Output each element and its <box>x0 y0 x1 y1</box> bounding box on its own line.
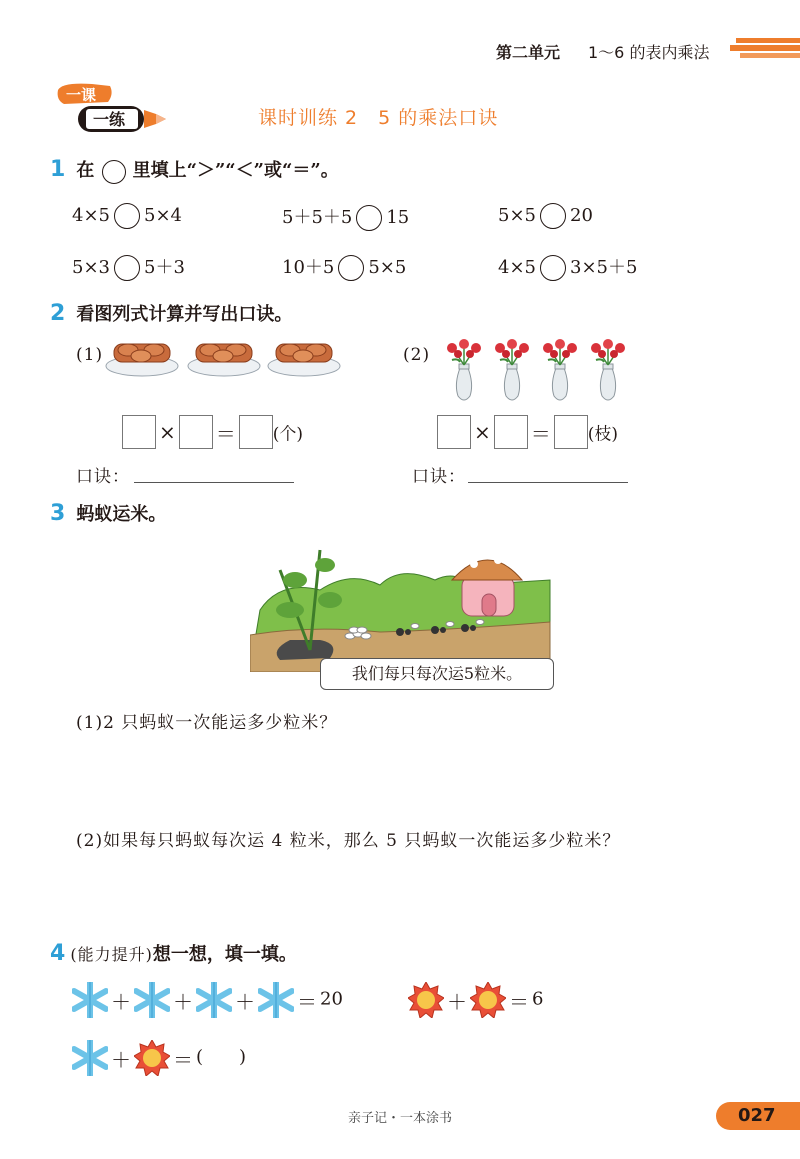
unit-subject: 1～6 的表内乘法 <box>588 43 710 62</box>
times-sign: × <box>474 420 491 444</box>
expr-right: 15 <box>386 207 410 228</box>
unit-label: (枝) <box>587 424 619 445</box>
ant-scene-illustration <box>250 540 552 672</box>
question-4-header <box>50 940 297 966</box>
equals-sign: ＝ <box>509 989 529 1014</box>
compare-circle-example <box>102 160 126 184</box>
answer-box[interactable] <box>239 415 273 449</box>
page-number: 027 <box>738 1105 776 1126</box>
svg-text:一课: 一课 <box>66 86 97 104</box>
question-text: 蚂蚁运米。 <box>76 504 167 525</box>
compare-circle[interactable] <box>114 203 140 229</box>
question-number: 1 <box>50 157 66 182</box>
ability-tag: (能力提升) <box>70 945 153 964</box>
sun-icon <box>408 982 444 1018</box>
compare-item <box>498 203 593 229</box>
compare-item <box>282 253 406 281</box>
koujue-label: 口诀： <box>412 467 466 487</box>
plus-sign: ＋ <box>235 989 255 1014</box>
snowflake-icon <box>258 982 294 1018</box>
plus-sign: ＋ <box>173 989 193 1014</box>
yike-yilian-logo <box>52 80 182 135</box>
expr-right: 20 <box>570 205 593 226</box>
equals-sign: ＝ <box>215 421 236 446</box>
sub-question-1: (1)2 只蚂蚁一次能运多少粒米？ <box>76 713 338 733</box>
equals-sign: ＝ <box>173 1047 193 1072</box>
question-text-b: 里填上“＞”“＜”或“＝”。 <box>132 160 339 181</box>
answer-box[interactable] <box>179 415 213 449</box>
answer-box[interactable] <box>554 415 588 449</box>
koujue-answer-line[interactable] <box>134 482 294 483</box>
equation-3 <box>72 1040 246 1076</box>
answer-box[interactable] <box>437 415 471 449</box>
sun-icon <box>134 1040 170 1076</box>
compare-item <box>72 203 182 229</box>
equals-sign: ＝ <box>530 421 551 446</box>
expr-left: 10＋5 <box>282 257 335 278</box>
header-stripes-decoration <box>730 36 800 60</box>
plus-sign: ＋ <box>111 1047 131 1072</box>
sun-icon <box>470 982 506 1018</box>
snowflake-icon <box>72 1040 108 1076</box>
footer-text: 亲子记・一本涂书 <box>347 1111 452 1126</box>
plus-sign: ＋ <box>447 989 467 1014</box>
compare-item <box>498 253 637 281</box>
compare-circle[interactable] <box>540 255 566 281</box>
times-sign: × <box>159 420 176 444</box>
compare-circle[interactable] <box>338 255 364 281</box>
snowflake-icon <box>72 982 108 1018</box>
mooncake-plates-image <box>104 336 344 380</box>
svg-text:一练: 一练 <box>93 110 126 129</box>
compare-item <box>72 253 185 281</box>
expr-left: 4×5 <box>72 205 110 226</box>
mooncake-plate-icon <box>106 344 178 376</box>
koujue-answer-line[interactable] <box>468 482 628 483</box>
equation-result: 6 <box>532 988 544 1010</box>
answer-box[interactable] <box>494 415 528 449</box>
page-number-tab <box>716 1102 800 1130</box>
sub-question-2: (2)如果每只蚂蚁每次运 4 粒米，那么 5 只蚂蚁一次能运多少粒米？ <box>76 831 621 851</box>
expr-right: 3×5＋5 <box>570 257 638 278</box>
expr-left: 5＋5＋5 <box>282 207 353 228</box>
expr-right: 5＋3 <box>144 257 185 278</box>
lesson-title: 课时训练 2 5 的乘法口诀 <box>258 107 499 129</box>
question-text: 看图列式计算并写出口诀。 <box>76 304 293 325</box>
expr-right: 5×4 <box>144 205 182 226</box>
ant-speech-bubble: 我们每只每次运5粒米。 <box>320 658 554 690</box>
answer-blank[interactable]: ( ) <box>196 1046 247 1068</box>
unit-title: 第二单元 <box>496 43 561 62</box>
expr-left: 4×5 <box>498 257 536 278</box>
equals-sign: ＝ <box>297 989 317 1014</box>
question-number: 4 <box>50 941 66 966</box>
answer-box[interactable] <box>122 415 156 449</box>
formula-1 <box>122 415 303 449</box>
snowflake-icon <box>196 982 232 1018</box>
expr-left: 5×3 <box>72 257 110 278</box>
part-label: (2) <box>403 345 431 365</box>
formula-2 <box>437 415 618 449</box>
equation-2 <box>408 982 543 1018</box>
equation-1 <box>72 982 343 1018</box>
unit-label: (个) <box>272 424 304 445</box>
compare-circle[interactable] <box>114 255 140 281</box>
compare-circle[interactable] <box>540 203 566 229</box>
question-1-header <box>50 156 339 184</box>
question-text-a: 在 <box>76 160 95 181</box>
question-number: 2 <box>50 301 66 326</box>
part-label: (1) <box>76 345 104 365</box>
question-text: 想一想，填一填。 <box>152 944 297 965</box>
plus-sign: ＋ <box>111 989 131 1014</box>
question-3-header <box>50 500 166 526</box>
question-number: 3 <box>50 501 66 526</box>
compare-circle[interactable] <box>356 205 382 231</box>
flower-vases-image <box>440 338 640 408</box>
expr-right: 5×5 <box>368 257 407 278</box>
koujue-label: 口诀： <box>76 467 130 487</box>
expr-left: 5×5 <box>498 205 536 226</box>
equation-result: 20 <box>320 988 343 1010</box>
question-2-header <box>50 300 292 326</box>
snowflake-icon <box>134 982 170 1018</box>
compare-item <box>282 203 409 231</box>
